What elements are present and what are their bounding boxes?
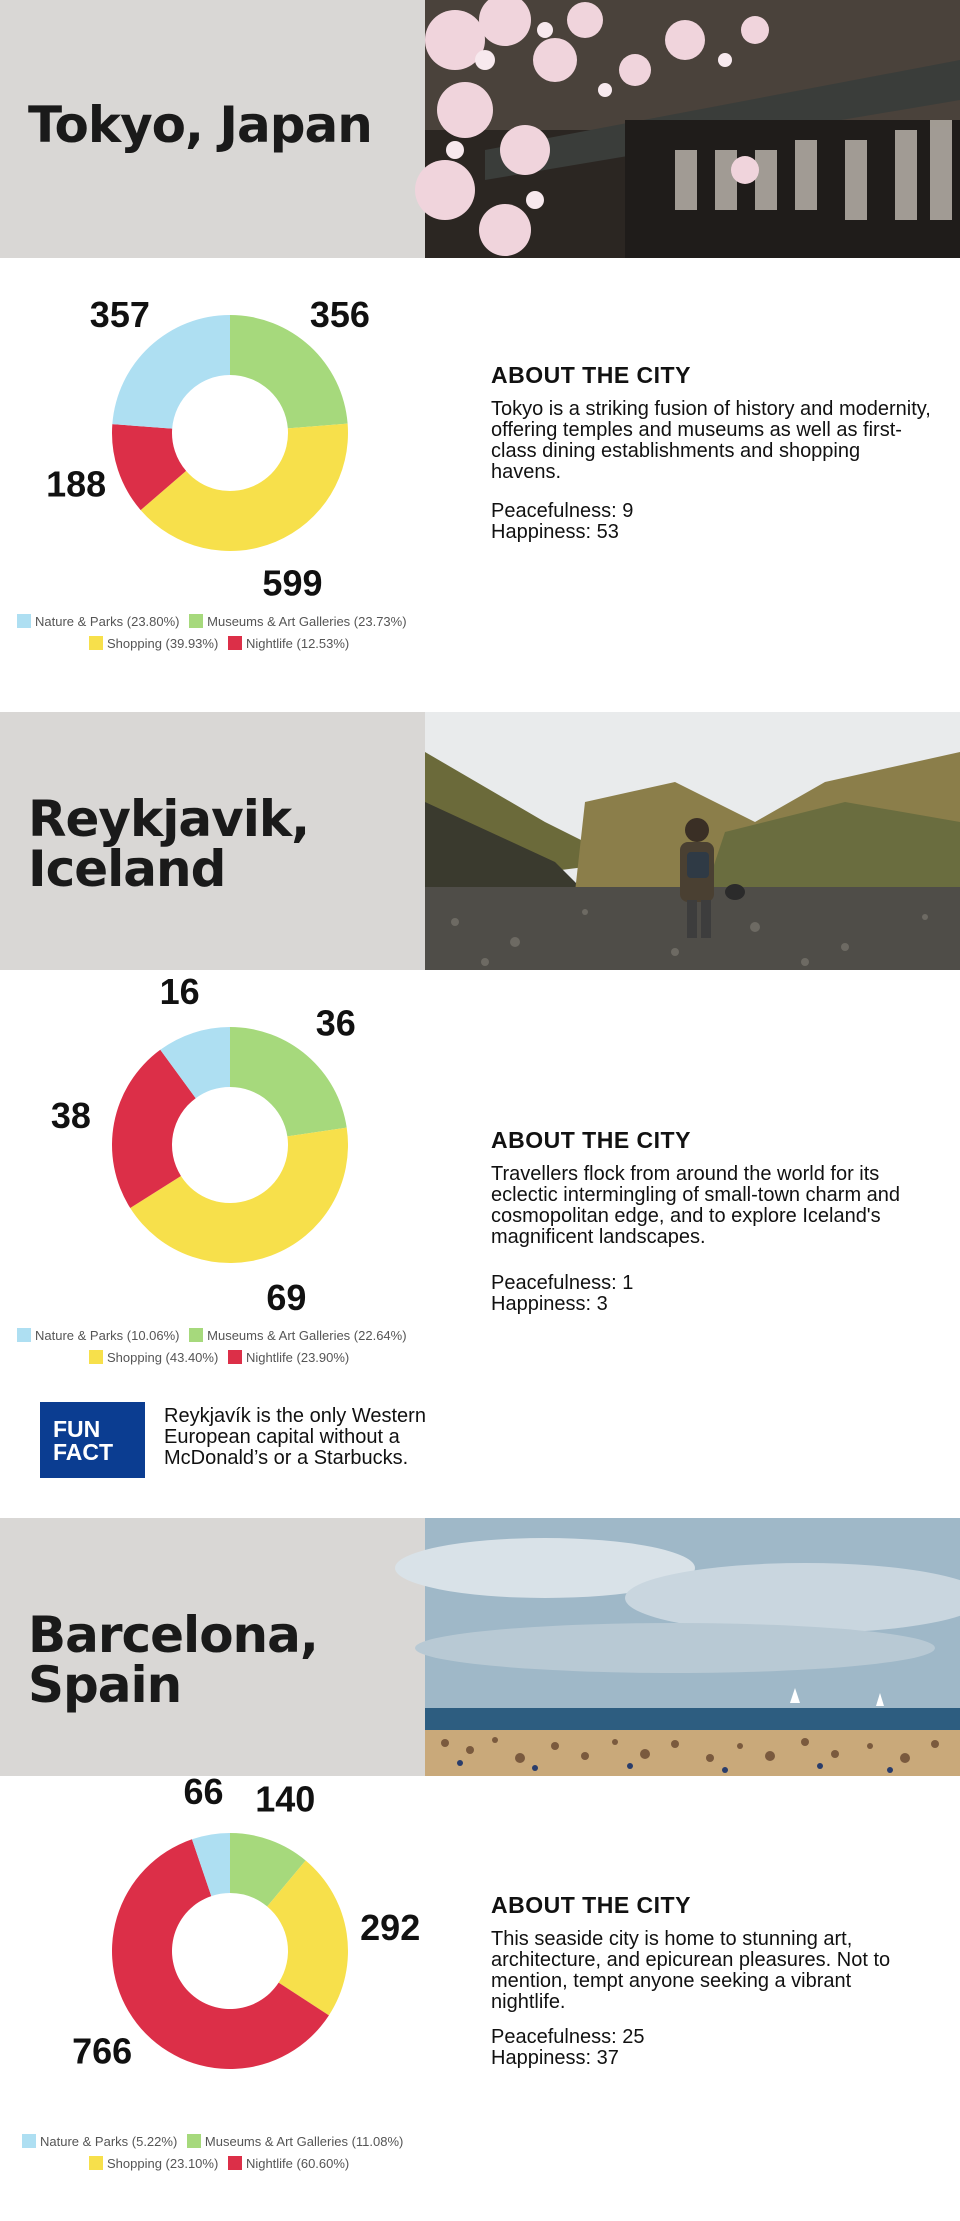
legend-item-shopping <box>89 1350 218 1366</box>
legend-label: Shopping (43.40%) <box>107 1350 219 1365</box>
legend-label: Museums & Art Galleries (11.08%) <box>204 2134 404 2149</box>
peacefulness: Peacefulness: 25 <box>491 2026 645 2048</box>
fun-fact-badge <box>40 1402 145 1478</box>
data-label-nature: 66 <box>183 1771 224 1813</box>
legend-swatch <box>228 2156 242 2170</box>
legend-label: Nightlife (23.90%) <box>245 1350 350 1365</box>
legend-row <box>17 1328 413 1344</box>
data-label-nightlife: 188 <box>46 463 107 505</box>
legend-swatch <box>189 614 203 628</box>
data-label-nature: 357 <box>89 294 150 336</box>
city-banner <box>0 1518 960 1776</box>
city-title <box>28 1606 318 1714</box>
donut-chart-svg <box>0 258 460 604</box>
about-the-city <box>491 362 931 543</box>
legend-swatch <box>228 1350 242 1364</box>
city-section-reykjavik <box>0 712 960 1518</box>
data-label-nightlife: 766 <box>72 2030 133 2072</box>
legend-label: Nightlife (12.53%) <box>245 636 350 651</box>
legend-label: Nightlife (60.60%) <box>245 2156 350 2171</box>
data-label-nightlife: 38 <box>50 1094 91 1136</box>
happiness: Happiness: 3 <box>491 1293 608 1315</box>
fun-fact <box>40 1402 510 1478</box>
fun-fact-text: Reykjavík is the only Western European capital without a McDonald’s or a Starbucks. <box>164 1405 426 1469</box>
about-text: Tokyo is a striking fusion of history and modernity, offering temples and museums as well as first-class dining establishments and shopping havens. <box>491 398 931 483</box>
about-heading: ABOUT THE CITY <box>491 1127 691 1153</box>
legend-item-nature <box>22 2134 177 2150</box>
legend-row <box>89 636 355 652</box>
donut-chart <box>0 970 460 1390</box>
city-banner <box>0 0 960 258</box>
about-text: Travellers flock from around the world for its eclectic intermingling of small-town charm and cosmopolitan edge, and to explore Iceland's magnificent landscapes. <box>491 1163 901 1248</box>
data-label-shopping: 69 <box>266 1276 307 1318</box>
city-section-tokyo <box>0 0 960 712</box>
donut-chart <box>0 258 460 712</box>
donut-slice-museums <box>230 1027 347 1136</box>
legend-item-shopping <box>89 2156 218 2172</box>
legend-item-nightlife <box>228 2156 349 2172</box>
data-label-museums: 356 <box>309 293 370 335</box>
legend-label: Nature & Parks (10.06%) <box>35 1328 180 1343</box>
fun-fact-badge-line: FACT <box>53 1439 114 1465</box>
city-title-line: Tokyo, Japan <box>28 96 372 154</box>
happiness: Happiness: 53 <box>491 521 619 543</box>
city-title-line: Iceland <box>28 840 226 898</box>
legend-swatch <box>17 1328 31 1342</box>
legend-item-nature <box>17 1328 180 1344</box>
legend-item-museums <box>189 614 406 630</box>
legend-label: Shopping (39.93%) <box>107 636 219 651</box>
legend-item-nightlife <box>228 636 349 652</box>
peacefulness: Peacefulness: 9 <box>491 500 634 522</box>
city-title <box>28 96 372 154</box>
legend-row <box>89 1350 355 1366</box>
city-stats <box>491 2027 931 2069</box>
about-text: This seaside city is home to stunning art, architecture, and epicurean pleasures. Not to mention, tempt anyone seeking a vibrant nightlife. <box>491 1928 891 2013</box>
legend-swatch <box>89 1350 103 1364</box>
legend-label: Museums & Art Galleries (23.73%) <box>207 614 407 629</box>
data-label-shopping: 599 <box>262 562 323 604</box>
city-title-line: Spain <box>28 1656 182 1714</box>
hiker-valley-photo <box>425 712 960 970</box>
donut-chart-svg <box>0 970 460 1318</box>
city-banner <box>0 712 960 970</box>
legend-label: Nature & Parks (23.80%) <box>35 614 180 629</box>
legend-label: Nature & Parks (5.22%) <box>40 2134 178 2149</box>
data-label-nature: 16 <box>159 971 200 1013</box>
banner-title-panel <box>0 0 425 258</box>
city-stats <box>491 501 931 543</box>
data-label-museums: 140 <box>255 1778 316 1820</box>
legend-swatch <box>187 2134 201 2148</box>
legend-swatch <box>89 636 103 650</box>
legend-label: Museums & Art Galleries (22.64%) <box>207 1328 407 1343</box>
about-heading: ABOUT THE CITY <box>491 362 691 388</box>
legend-row <box>22 2134 409 2150</box>
data-label-museums: 36 <box>315 1002 356 1044</box>
legend-swatch <box>228 636 242 650</box>
legend-item-nightlife <box>228 1350 349 1366</box>
about-the-city <box>491 1892 931 2069</box>
fun-fact-badge-line: FUN <box>53 1416 101 1442</box>
about-the-city <box>491 1127 931 1315</box>
happiness: Happiness: 37 <box>491 2047 619 2069</box>
legend-row <box>17 614 413 630</box>
city-title-line: Reykjavik, <box>28 790 310 848</box>
about-heading: ABOUT THE CITY <box>491 1892 691 1918</box>
crowded-beach-photo <box>425 1518 960 1776</box>
legend-swatch <box>189 1328 203 1342</box>
legend-item-shopping <box>89 636 218 652</box>
peacefulness: Peacefulness: 1 <box>491 1272 634 1294</box>
banner-title-panel <box>0 712 425 970</box>
legend-swatch <box>22 2134 36 2148</box>
city-stats <box>491 1273 931 1315</box>
legend-item-nature <box>17 614 180 630</box>
legend-item-museums <box>187 2134 403 2150</box>
banner-title-panel <box>0 1518 425 1776</box>
legend-item-museums <box>189 1328 406 1344</box>
data-label-shopping: 292 <box>360 1906 421 1948</box>
donut-chart-svg <box>0 1771 460 2096</box>
legend-label: Shopping (23.10%) <box>107 2156 219 2171</box>
donut-chart <box>0 1771 460 2221</box>
cherry-blossom-temple-photo <box>425 0 960 258</box>
legend-swatch <box>89 2156 103 2170</box>
city-section-barcelona <box>0 1518 960 2221</box>
city-title <box>28 790 310 898</box>
legend-row <box>89 2156 355 2172</box>
city-title-line: Barcelona, <box>28 1606 318 1664</box>
legend-swatch <box>17 614 31 628</box>
